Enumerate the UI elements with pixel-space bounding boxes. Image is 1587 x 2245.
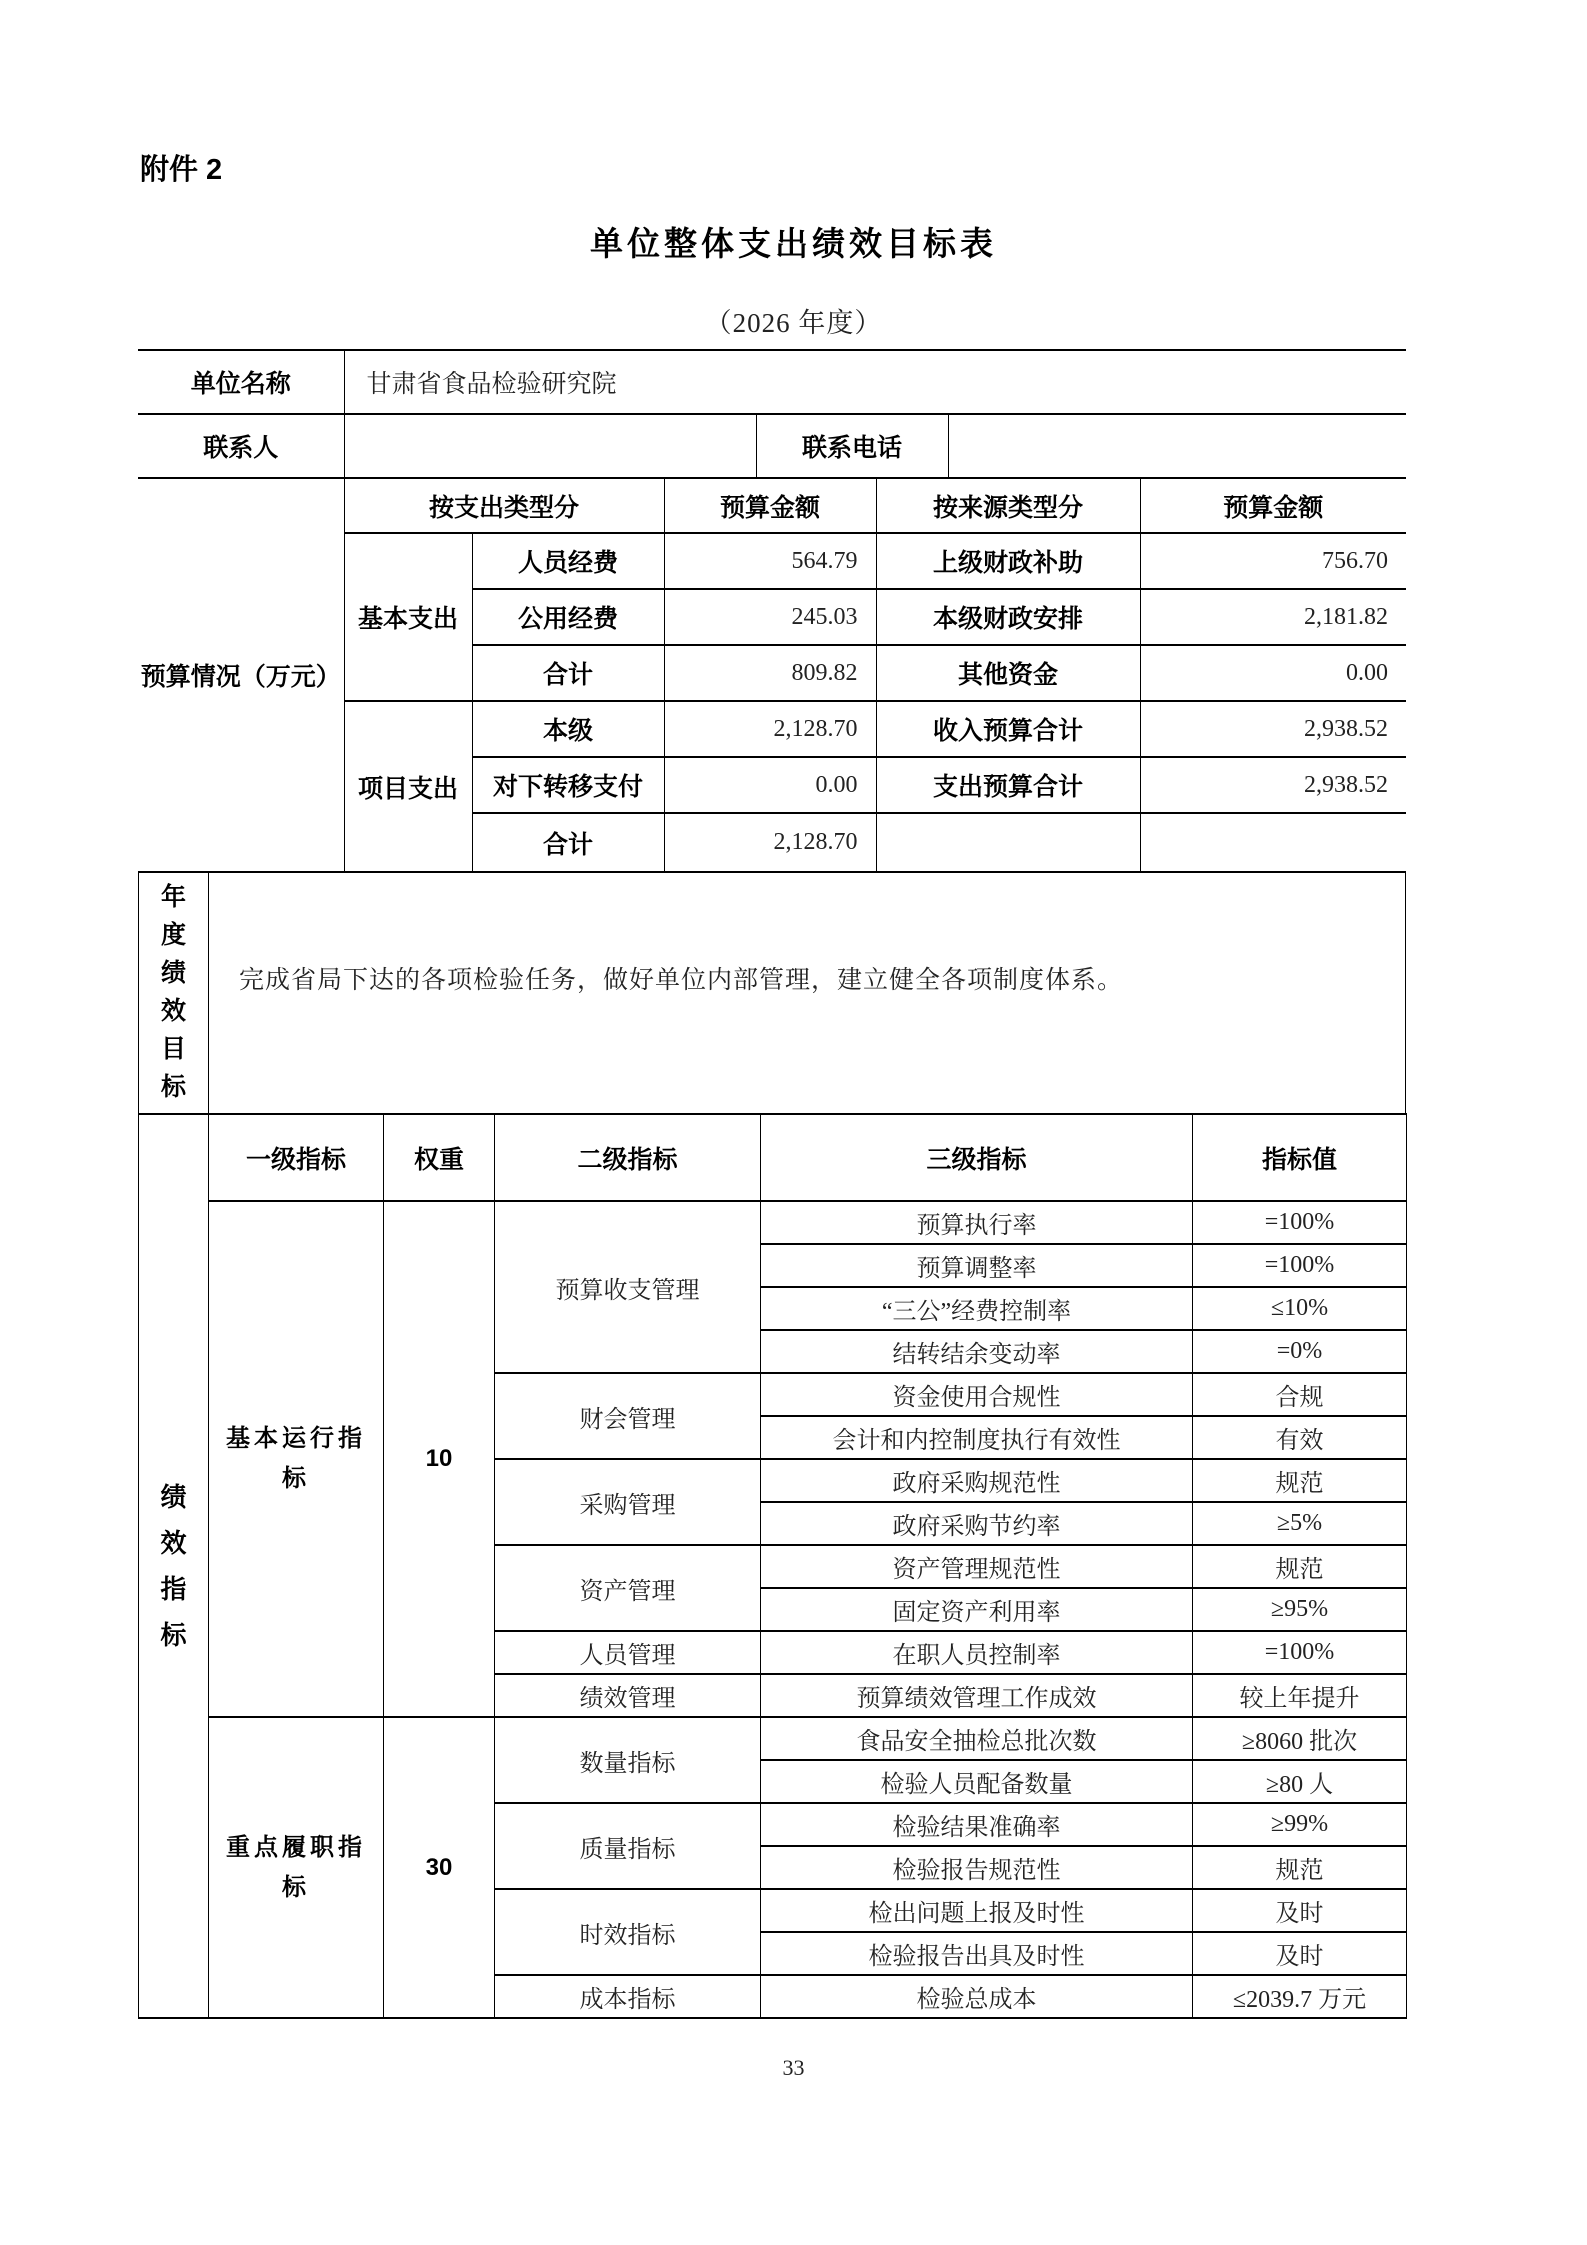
basic-expense-label: 基本支出	[344, 533, 472, 701]
l3-name: 在职人员控制率	[761, 1631, 1193, 1674]
indicators-table	[138, 1113, 1407, 2019]
indicator-value: ≥99%	[1193, 1803, 1407, 1846]
budget-source: 其他资金	[876, 645, 1140, 701]
indicator-value: ≤10%	[1193, 1287, 1407, 1330]
annual-goal-text: 完成省局下达的各项检验任务，做好单位内部管理，建立健全各项制度体系。	[239, 967, 1124, 994]
budget-amount: 2,128.70	[664, 813, 876, 872]
l3-name: 资金使用合规性	[761, 1373, 1193, 1416]
l3-name: 预算执行率	[761, 1201, 1193, 1244]
l3-name: 检出问题上报及时性	[761, 1889, 1193, 1932]
indicators-section-label-cell	[139, 1114, 209, 2018]
l2-group-name: 数量指标	[495, 1717, 761, 1803]
budget-item: 合计	[472, 645, 664, 701]
indicators-header-row	[139, 1114, 1407, 1201]
indicator-value: ≥5%	[1193, 1502, 1407, 1545]
l2-group-name: 时效指标	[495, 1889, 761, 1975]
indicator-value: 规范	[1193, 1846, 1407, 1889]
budget-source-amount: 2,938.52	[1140, 757, 1406, 813]
l3-name: 政府采购节约率	[761, 1502, 1193, 1545]
l3-name: 资产管理规范性	[761, 1545, 1193, 1588]
budget-source	[876, 813, 1140, 872]
unit-name-row	[138, 350, 1406, 414]
l3-name: 检验总成本	[761, 1975, 1193, 2018]
contact-value	[344, 414, 756, 478]
indicator-value: =0%	[1193, 1330, 1407, 1373]
l3-name: 检验人员配备数量	[761, 1760, 1193, 1803]
info-table	[138, 349, 1406, 479]
l2-group-name: 财会管理	[495, 1373, 761, 1459]
l3-name: 政府采购规范性	[761, 1459, 1193, 1502]
l2-group-name: 资产管理	[495, 1545, 761, 1631]
indicator-row	[139, 1201, 1407, 1244]
l3-name: 会计和内控制度执行有效性	[761, 1416, 1193, 1459]
indicator-value: ≥95%	[1193, 1588, 1407, 1631]
budget-source: 本级财政安排	[876, 589, 1140, 645]
indicator-value: 及时	[1193, 1932, 1407, 1975]
l3-name: 固定资产利用率	[761, 1588, 1193, 1631]
page-title: 单位整体支出绩效目标表	[590, 225, 997, 262]
l3-name: 检验报告出具及时性	[761, 1932, 1193, 1975]
indicator-value: 及时	[1193, 1889, 1407, 1932]
attachment-label: 附件 2	[140, 154, 223, 186]
budget-item: 合计	[472, 813, 664, 872]
l2-group-name: 绩效管理	[495, 1674, 761, 1717]
value-header: 指标值	[1193, 1114, 1407, 1201]
by-expense-type-header: 按支出类型分	[344, 478, 664, 533]
amount-header-2: 预算金额	[1140, 478, 1406, 533]
phone-label: 联系电话	[756, 414, 948, 478]
l3-name: 预算绩效管理工作成效	[761, 1674, 1193, 1717]
indicator-value: 有效	[1193, 1416, 1407, 1459]
l3-name: 结转结余变动率	[761, 1330, 1193, 1373]
annual-goal-label: 年度绩效目标	[160, 883, 186, 1101]
amount-header-1: 预算金额	[664, 478, 876, 533]
budget-item: 本级	[472, 701, 664, 757]
l2-header: 二级指标	[495, 1114, 761, 1201]
budget-item: 人员经费	[472, 533, 664, 589]
indicator-value: ≥80 人	[1193, 1760, 1407, 1803]
budget-source-amount: 2,181.82	[1140, 589, 1406, 645]
indicator-value: ≤2039.7 万元	[1193, 1975, 1407, 2018]
l1-group-weight: 10	[384, 1201, 495, 1717]
budget-amount: 245.03	[664, 589, 876, 645]
annual-goal-section	[138, 871, 1406, 1113]
phone-value	[948, 414, 1406, 478]
l3-name: 检验报告规范性	[761, 1846, 1193, 1889]
budget-amount: 564.79	[664, 533, 876, 589]
budget-source: 支出预算合计	[876, 757, 1140, 813]
l1-group-weight: 30	[384, 1717, 495, 2018]
budget-source: 收入预算合计	[876, 701, 1140, 757]
indicator-value: =100%	[1193, 1631, 1407, 1674]
page-subtitle: （2026 年度）	[704, 308, 883, 338]
weight-header: 权重	[384, 1114, 495, 1201]
budget-item: 公用经费	[472, 589, 664, 645]
l2-group-name: 预算收支管理	[495, 1201, 761, 1373]
annual-goal-label-cell	[139, 871, 209, 1113]
budget-source-amount	[1140, 813, 1406, 872]
budget-source-amount: 0.00	[1140, 645, 1406, 701]
l2-group-name: 人员管理	[495, 1631, 761, 1674]
l1-header: 一级指标	[209, 1114, 384, 1201]
l3-name: 食品安全抽检总批次数	[761, 1717, 1193, 1760]
budget-table	[138, 477, 1406, 873]
budget-source-amount: 2,938.52	[1140, 701, 1406, 757]
annual-goal-content-cell	[209, 871, 1405, 1113]
l3-name: 预算调整率	[761, 1244, 1193, 1287]
by-source-type-header: 按来源类型分	[876, 478, 1140, 533]
indicator-value: 规范	[1193, 1545, 1407, 1588]
indicator-value: 较上年提升	[1193, 1674, 1407, 1717]
l1-group-name: 重点履职指标	[209, 1717, 384, 2018]
indicator-value: ≥8060 批次	[1193, 1717, 1407, 1760]
l3-header: 三级指标	[761, 1114, 1193, 1201]
budget-header-row	[138, 478, 1406, 533]
contact-row	[138, 414, 1406, 478]
budget-source: 上级财政补助	[876, 533, 1140, 589]
indicators-section-label: 绩效指标	[160, 1482, 187, 1650]
l3-name: 检验结果准确率	[761, 1803, 1193, 1846]
l1-group-name: 基本运行指标	[209, 1201, 384, 1717]
l2-group-name: 成本指标	[495, 1975, 761, 2018]
indicator-value: 规范	[1193, 1459, 1407, 1502]
indicator-value: =100%	[1193, 1201, 1407, 1244]
budget-item: 对下转移支付	[472, 757, 664, 813]
budget-source-amount: 756.70	[1140, 533, 1406, 589]
page-number: 33	[782, 2055, 805, 2080]
l2-group-name: 采购管理	[495, 1459, 761, 1545]
budget-section-label: 预算情况（万元）	[138, 478, 344, 872]
contact-label: 联系人	[138, 414, 344, 478]
project-expense-label: 项目支出	[344, 701, 472, 872]
indicator-value: 合规	[1193, 1373, 1407, 1416]
indicator-row	[139, 1717, 1407, 1760]
budget-amount: 809.82	[664, 645, 876, 701]
l2-group-name: 质量指标	[495, 1803, 761, 1889]
budget-amount: 2,128.70	[664, 701, 876, 757]
unit-name-label: 单位名称	[138, 350, 344, 414]
unit-name-value: 甘肃省食品检验研究院	[344, 350, 1406, 414]
indicator-value: =100%	[1193, 1244, 1407, 1287]
budget-amount: 0.00	[664, 757, 876, 813]
l3-name: “三公”经费控制率	[761, 1287, 1193, 1330]
